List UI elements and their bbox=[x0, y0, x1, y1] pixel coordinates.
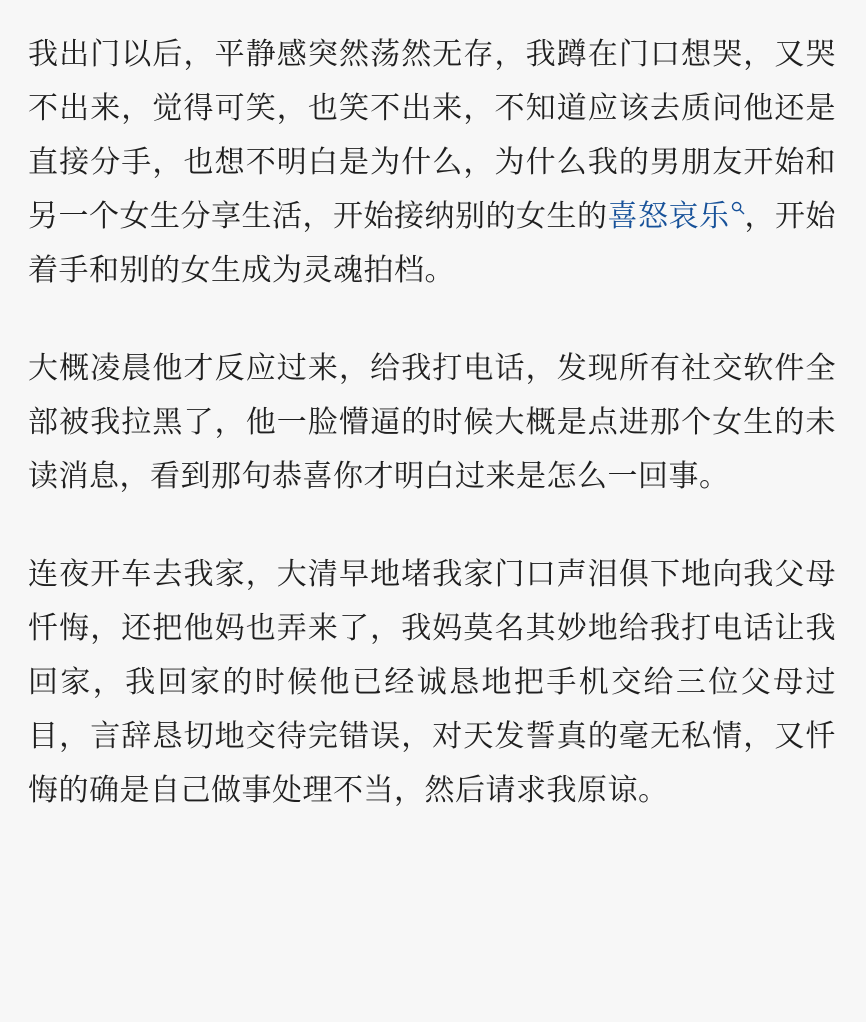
paragraph-1 bbox=[28, 28, 836, 298]
search-link-label: 喜怒哀乐 bbox=[607, 200, 730, 233]
paragraph-2: 大概凌晨他才反应过来，给我打电话，发现所有社交软件全部被我拉黑了，他一脸懵逼的时候大概是点进那个女生的未读消息，看到那句恭喜你才明白过来是怎么一回事。 bbox=[28, 352, 836, 493]
search-icon bbox=[731, 201, 745, 215]
paragraph-3: 连夜开车去我家，大清早地堵我家门口声泪俱下地向我父母忏悔，还把他妈也弄来了，我妈莫名其妙地给我打电话让我回家，我回家的时候他已经诚恳地把手机交给三位父母过目，言辞恳切地交待完错误，对天发誓真的毫无私情，又忏悔的确是自己做事处理不当，然后请求我原谅。 bbox=[28, 558, 836, 807]
search-link-xinuaile[interactable] bbox=[608, 200, 745, 233]
paragraph-1-text-after-link: ，开始着手和别的女生成为灵魂拍档。 bbox=[28, 200, 836, 287]
paragraph-1-text-before-link: 我出门以后，平静感突然荡然无存，我蹲在门口想哭，又哭不出来，觉得可笑，也笑不出来，不知道应该去质问他还是直接分手，也想不明白是为什么，为什么我的男朋友开始和另一个女生分享生活，开始接纳别的女生的 bbox=[28, 38, 836, 233]
